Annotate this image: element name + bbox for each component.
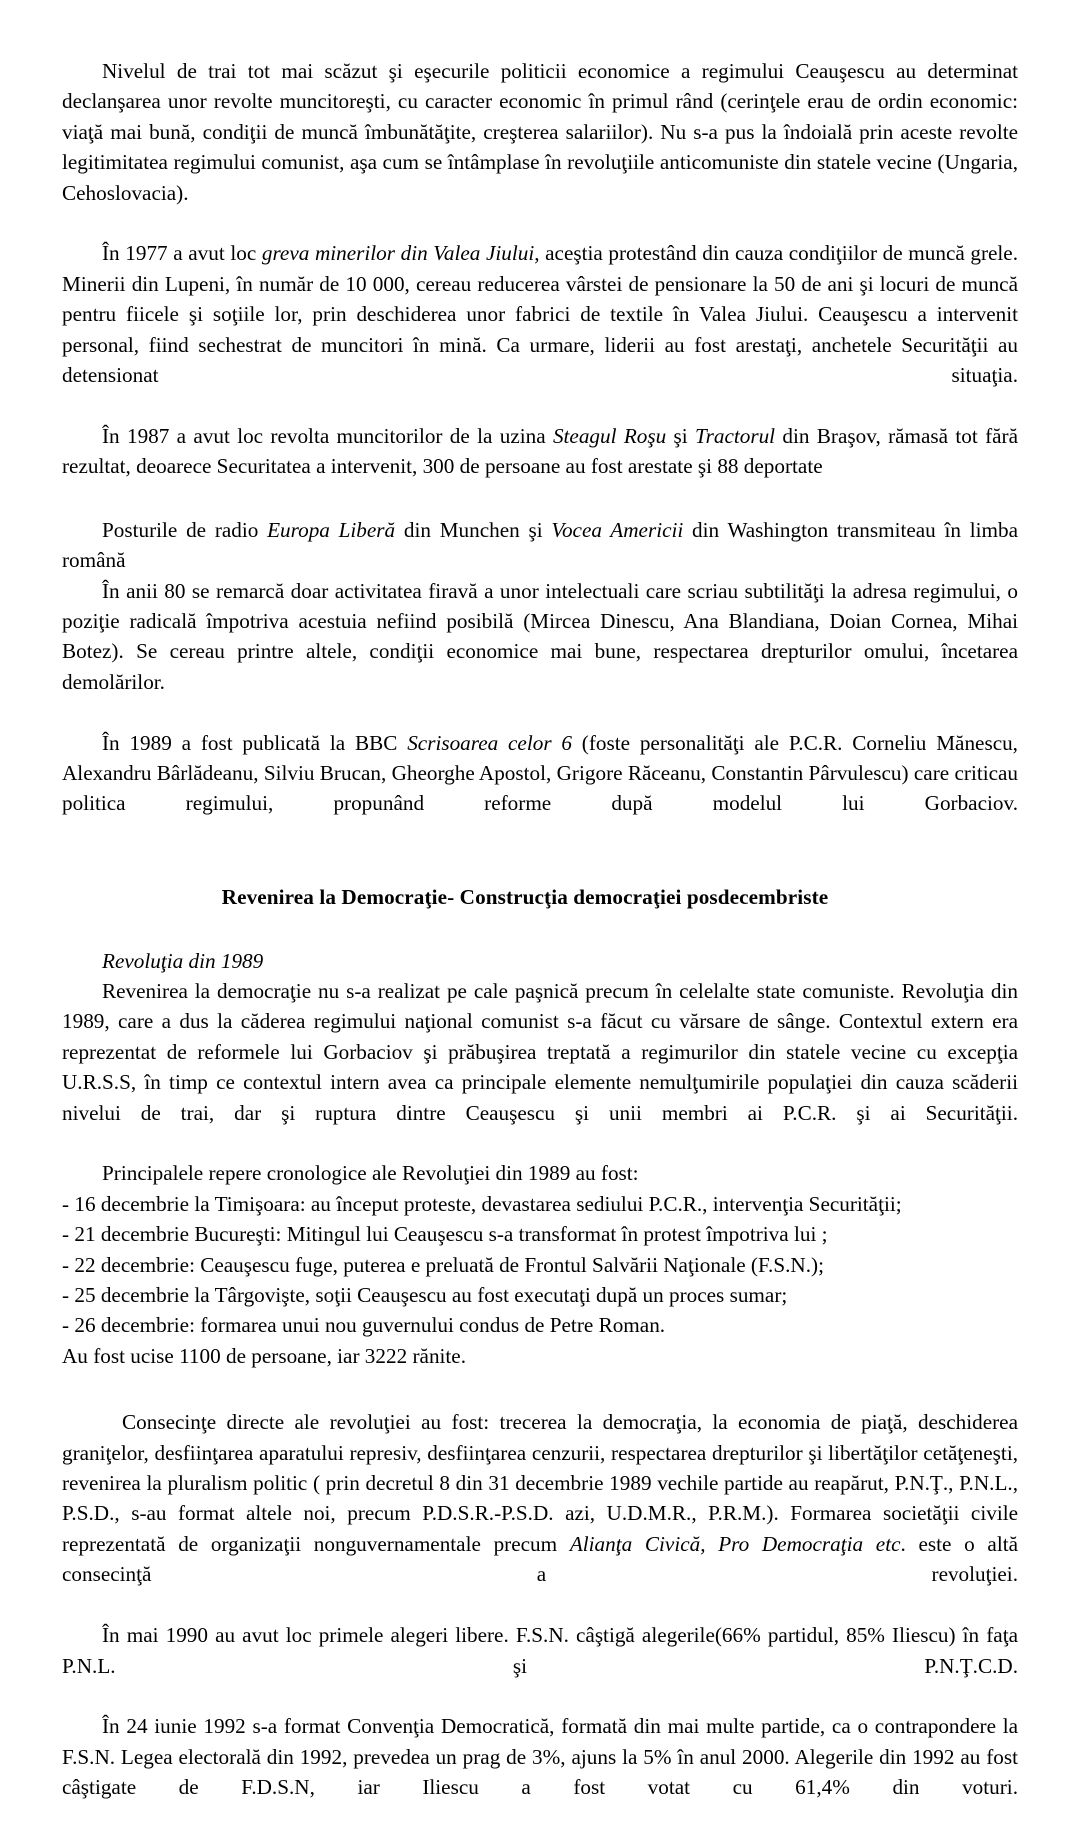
subheading-revolution-1989: Revoluţia din 1989 xyxy=(102,948,264,973)
paragraph-text-part: . este o altă consecinţă a revoluţiei. xyxy=(62,1531,1019,1587)
paragraph-text-part: În 1987 a avut loc revolta muncitorilor de la uzina xyxy=(102,423,553,448)
paragraph-living-standards xyxy=(62,56,1018,238)
paragraph-casualties: Au fost ucise 1100 de persoane, iar 3222 rănite. xyxy=(62,1343,467,1368)
paragraph-1987-brasov-revolt xyxy=(62,421,1018,482)
paragraph-letter-of-six xyxy=(62,728,1018,850)
paragraph-spacer xyxy=(62,482,1018,515)
paragraph-text: În 24 iunie 1992 s-a format Convenţia Democratică, formată din mai multe partide, ca o contrapondere la F.S.N. Legea electorală din 1992, prevedea un prag de 3%, ajuns la 5% în anul 2000. Alegerile din 1992 au fost câştigate de F.D.S.N, iar Iliescu a fost votat cu 61,4% din voturi. xyxy=(62,1714,1018,1800)
emphasis-scrisoarea-celor-6: Scrisoarea celor 6 xyxy=(407,730,572,755)
paragraph-revolution-context xyxy=(62,976,1018,1158)
paragraph-text: În mai 1990 au avut loc primele alegeri libere. F.S.N. câştigă alegerile(66% partidul, 85% Iliescu) în faţa P.N.L. şi P.N.Ţ.C.D. xyxy=(62,1623,1018,1678)
paragraph-1977-miners-strike xyxy=(62,238,1018,420)
paragraph-consequences xyxy=(62,1407,1018,1620)
paragraph-text-part: (foste personalităţi ale P.C.R. Corneliu Mănescu, Alexandru Bârlădeanu, Silviu Brucan, Gheorghe Apostol, Grigore Răceanu, Constantin Pârvulescu) care criticau politica regimului, propunând reforme după modelul lui Gorbaciov. xyxy=(62,730,1018,816)
heading-spacer-above xyxy=(62,849,1018,882)
paragraph-text: În anii 80 se remarcă doar activitatea firavă a unor intelectuali care scriau subtilităţi la adresa regimului, o poziţie radicală împotriva acestuia nefiind posibilă (Mircea Dinescu, Ana Blandiana, Doian Cornea, Mihai Botez). Se cereau printre altele, condiţii economice mai bune, respectarea drepturilor omului, încetarea demolărilor. xyxy=(62,578,1018,694)
emphasis-steagul-rosu: Steagul Roşu xyxy=(552,423,667,448)
emphasis-tractorul: Tractorul xyxy=(695,423,776,448)
paragraph-text: Principalele repere cronologice ale Revoluţiei din 1989 au fost: xyxy=(102,1161,639,1186)
paragraph-text-part: În 1977 a avut loc xyxy=(102,241,262,266)
emphasis-europa-libera: Europa Liberă xyxy=(267,517,396,542)
paragraph-text-part: din Munchen şi xyxy=(395,517,552,542)
paragraph-spacer xyxy=(62,1371,1018,1407)
paragraph-1992-convention xyxy=(62,1711,1018,1833)
document-body xyxy=(62,56,1018,1833)
paragraph-text: Revenirea la democraţie nu s-a realizat pe cale paşnică precum în celelalte state comuniste. Revoluţia din 1989, care a dus la căderea regimului naţional comunist s-a făcut cu vărsare de sânge. Contextul extern era reprezentat de reformele lui Gorbaciov şi prăbuşirea treptată a regimurilor din statele vecine cu excepţia U.R.S.S, în timp ce contextul intern avea ca principale elemente nemulţumirile populaţiei din cauza scăderii nivelui de trai, dar şi ruptura dintre Ceauşescu şi unii membri ai P.C.R. şi ai Securităţii. xyxy=(62,978,1018,1125)
heading-spacer-below xyxy=(62,913,1018,946)
list-item: - 26 decembrie: formarea unui nou guvernului condus de Petre Roman. xyxy=(62,1313,666,1338)
emphasis-jiu-valley-strike: greva minerilor din Valea Jiului xyxy=(261,241,535,266)
paragraph-text-part: , aceştia protestând din cauza condiţiilor de muncă grele. Minerii din Lupeni, în număr de 10 000, cereau reducerea vârstei de pensionare la 50 de ani şi locuri de muncă pentru fiicele şi soţiile lor, prin deschiderea unor fabrici de textile în Valea Jiului. Ceauşescu a intervenit personal, fiind sechestrat de muncitori în mină. Ca urmare, liderii au fost arestaţi, anchetele Securităţii au detensionat situaţia. xyxy=(62,241,1019,388)
emphasis-vocea-americii: Vocea Americii xyxy=(551,517,684,542)
paragraph-intellectuals-80s xyxy=(62,576,1018,728)
list-item: - 22 decembrie: Ceauşescu fuge, puterea e preluată de Frontul Salvării Naţionale (F.S.N.); xyxy=(62,1252,824,1277)
paragraph-radio-stations xyxy=(62,515,1018,576)
section-heading-democracy: Revenirea la Democraţie- Construcţia democraţiei posdecembriste xyxy=(221,885,829,910)
emphasis-civic-alliance: Alianţa Civică, Pro Democraţia etc xyxy=(569,1531,901,1556)
paragraph-text: Nivelul de trai tot mai scăzut şi eşecurile politicii economice a regimului Ceauşescu au determinat declanşarea unor revolte muncitoreşti, cu caracter economic în primul rând (cerinţele erau de ordin economic: viaţă mai bună, condiţii de muncă îmbunătăţite, creşterea salariilor). Nu s-a pus la îndoială prin aceste revolte legitimitatea regimului comunist, aşa cum se întâmplase în revoluţiile anticomuniste din statele vecine (Ungaria, Cehoslovacia). xyxy=(62,59,1018,205)
paragraph-text-part: din Washington transmiteau în limba română xyxy=(62,517,1018,573)
list-item: - 25 decembrie la Târgovişte, soţii Ceauşescu au fost executaţi după un proces sumar; xyxy=(62,1283,788,1308)
paragraph-text-part: În 1989 a fost publicată la BBC xyxy=(102,730,408,755)
paragraph-text-part: Consecinţe directe ale revoluţiei au fost: trecerea la democraţia, la economia de piaţă, deschiderea graniţelor, desfiinţarea aparatului represiv, desfiinţarea cenzurii, respectarea drepturilor şi libertăţilor cetăţeneşti, revenirea la pluralism politic ( prin decretul 8 din 31 decembrie 1989 vechile partide au reapărut, P.N.Ţ., P.N.L., P.S.D., s-au format altele noi, precum P.D.S.R.-P.S.D. azi, U.D.M.R., P.R.M.). Formarea societăţii civile reprezentată de organizaţii nonguvernamentale precum xyxy=(62,1410,1018,1556)
list-item: - 16 decembrie la Timişoara: au început proteste, devastarea sediului P.C.R., intervenţia Securităţii; xyxy=(62,1191,902,1216)
paragraph-chronology-intro xyxy=(62,1158,1018,1188)
paragraph-1990-elections xyxy=(62,1620,1018,1711)
paragraph-text-part: şi xyxy=(666,423,695,448)
paragraph-text-part: Posturile de radio xyxy=(102,517,268,542)
paragraph-text-part: din Braşov, rămasă tot fără rezultat, deoarece Securitatea a intervenit, 300 de persoane au fost arestate şi 88 deportate xyxy=(62,423,1018,479)
list-item: - 21 decembrie Bucureşti: Mitingul lui Ceauşescu s-a transformat în protest împotriva lui ; xyxy=(62,1222,828,1247)
